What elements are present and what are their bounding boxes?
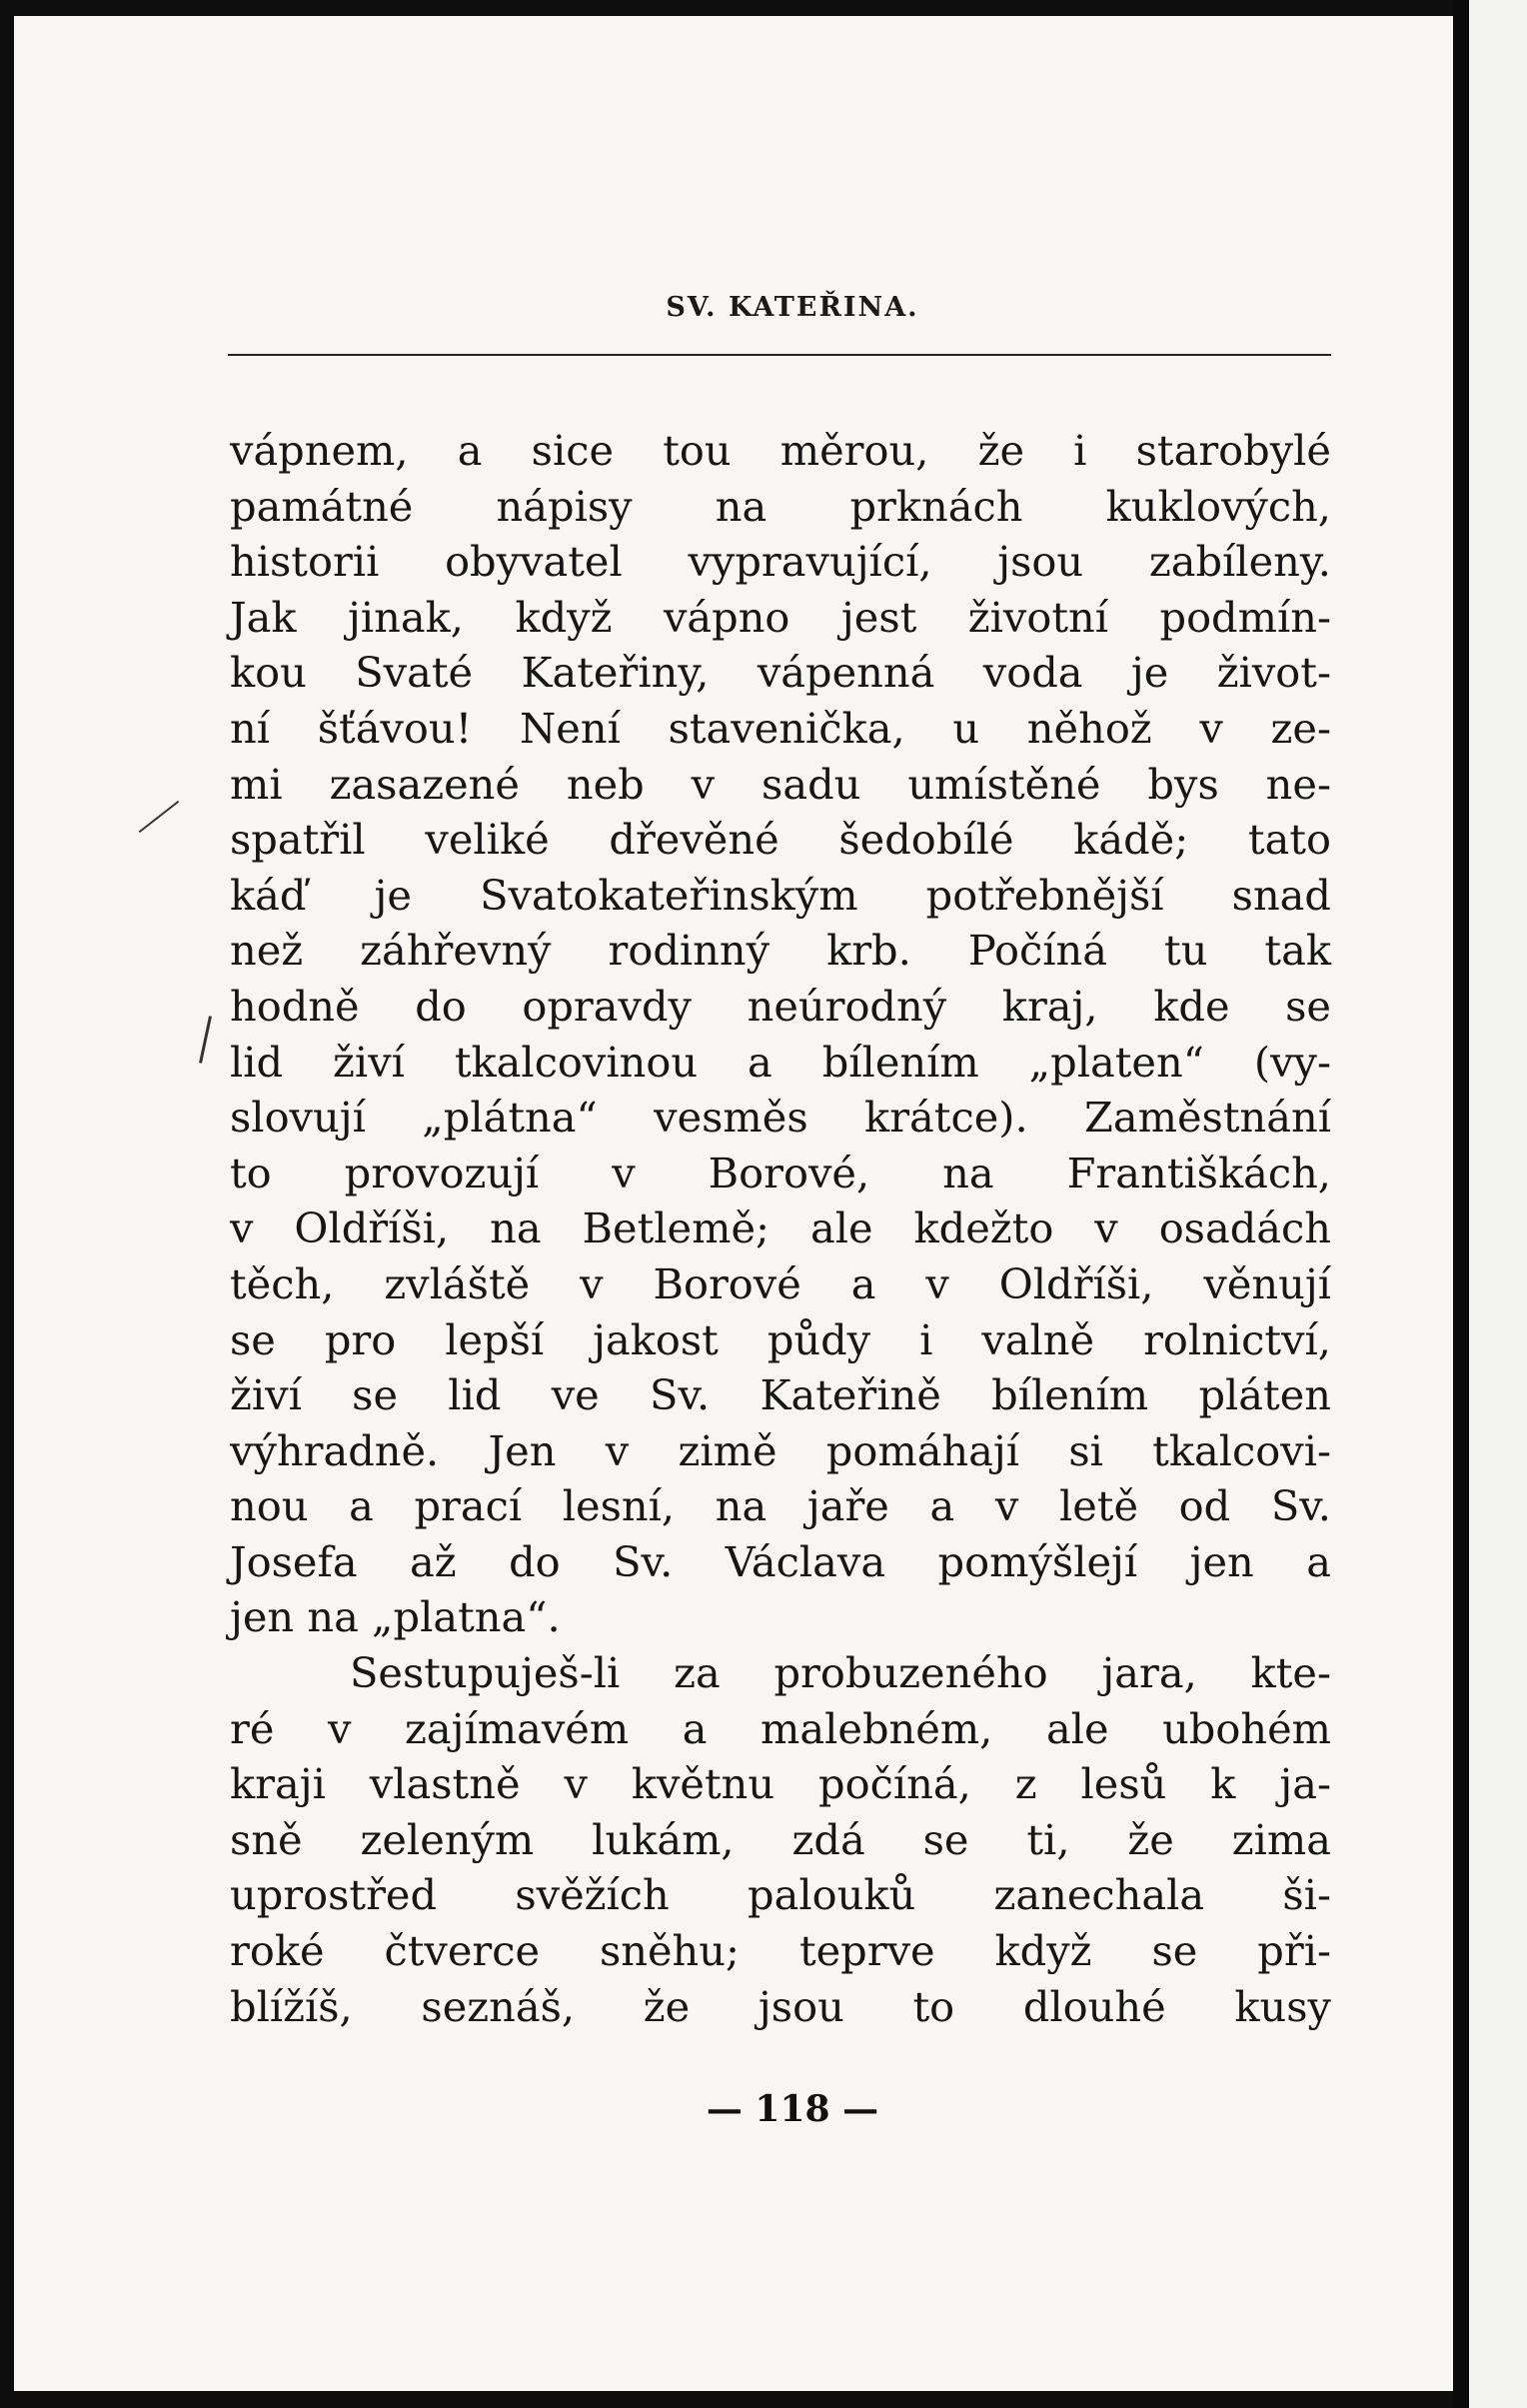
margin-pencil-mark [199, 1016, 212, 1064]
text-line: v Oldříši, na Betlemě; ale kdežto v osadách [230, 1204, 1331, 1253]
text-line: sně zeleným lukám, zdá se ti, že zima [230, 1814, 1331, 1864]
text-line: jen na „platna“. [230, 1592, 561, 1642]
text-line: těch, zvláště v Borové a v Oldříši, věnují [230, 1258, 1331, 1308]
text-line: blížíš, seznáš, že jsou to dlouhé kusy [230, 1981, 1331, 2031]
book-page [14, 16, 1453, 2391]
text-line: nou a prací lesní, na jaře a v letě od Sv. [230, 1481, 1331, 1531]
text-line: slovují „plátna“ vesměs krátce). Zaměstnání [230, 1093, 1331, 1143]
header-rule [228, 354, 1331, 356]
text-line: Josefa až do Sv. Václava pomýšlejí jen a [230, 1536, 1331, 1586]
page-gutter-shadow [1453, 0, 1469, 2408]
text-line: roké čtverce sněhu; teprve když se při- [230, 1926, 1331, 1976]
text-line: to provozují v Borové, na Františkách, [230, 1148, 1331, 1198]
text-line: mi zasazené neb v sadu umístěné bys ne- [230, 759, 1331, 809]
page-number: — 118 — [706, 2088, 879, 2130]
text-line: památné nápisy na prknách kuklových, [230, 481, 1331, 531]
text-line: výhradně. Jen v zimě pomáhají si tkalcovi- [230, 1425, 1331, 1475]
margin-pencil-mark [139, 801, 180, 833]
text-line: káď je Svatokateřinským potřebnější snad [230, 870, 1331, 920]
body-text [230, 423, 1331, 2034]
text-line: ní šťávou! Není stavenička, u něhož v ze- [230, 703, 1331, 753]
text-line: kou Svaté Kateřiny, vápenná voda je život- [230, 648, 1331, 698]
text-line: než záhřevný rodinný krb. Počíná tu tak [230, 926, 1331, 976]
paragraph-first-line: Sestupuješ-li za probuzeného jara, kte- [350, 1648, 1331, 1698]
text-line: Jak jinak, když vápno jest životní podmín- [230, 592, 1331, 642]
text-line: uprostřed svěžích palouků zanechala ši- [230, 1870, 1331, 1920]
text-line: vápnem, a sice tou měrou, že i starobylé [230, 426, 1331, 475]
text-line: živí se lid ve Sv. Kateřině bílením pláten [230, 1370, 1331, 1420]
text-line: hodně do opravdy neúrodný kraj, kde se [230, 981, 1331, 1031]
text-line: historii obyvatel vypravující, jsou zabíleny. [230, 537, 1331, 587]
text-line: se pro lepší jakost půdy i valně rolnictví, [230, 1314, 1331, 1364]
text-line: lid živí tkalcovinou a bílením „platen“ (vy- [230, 1037, 1331, 1087]
text-line: spatřil veliké dřevěné šedobílé kádě; tato [230, 815, 1331, 865]
text-line: kraji vlastně v květnu počíná, z lesů k ja- [230, 1759, 1331, 1809]
next-page-edge [1469, 0, 1527, 2408]
running-header: SV. KATEŘINA. [666, 292, 919, 323]
text-line: ré v zajímavém a malebném, ale ubohém [230, 1703, 1331, 1753]
